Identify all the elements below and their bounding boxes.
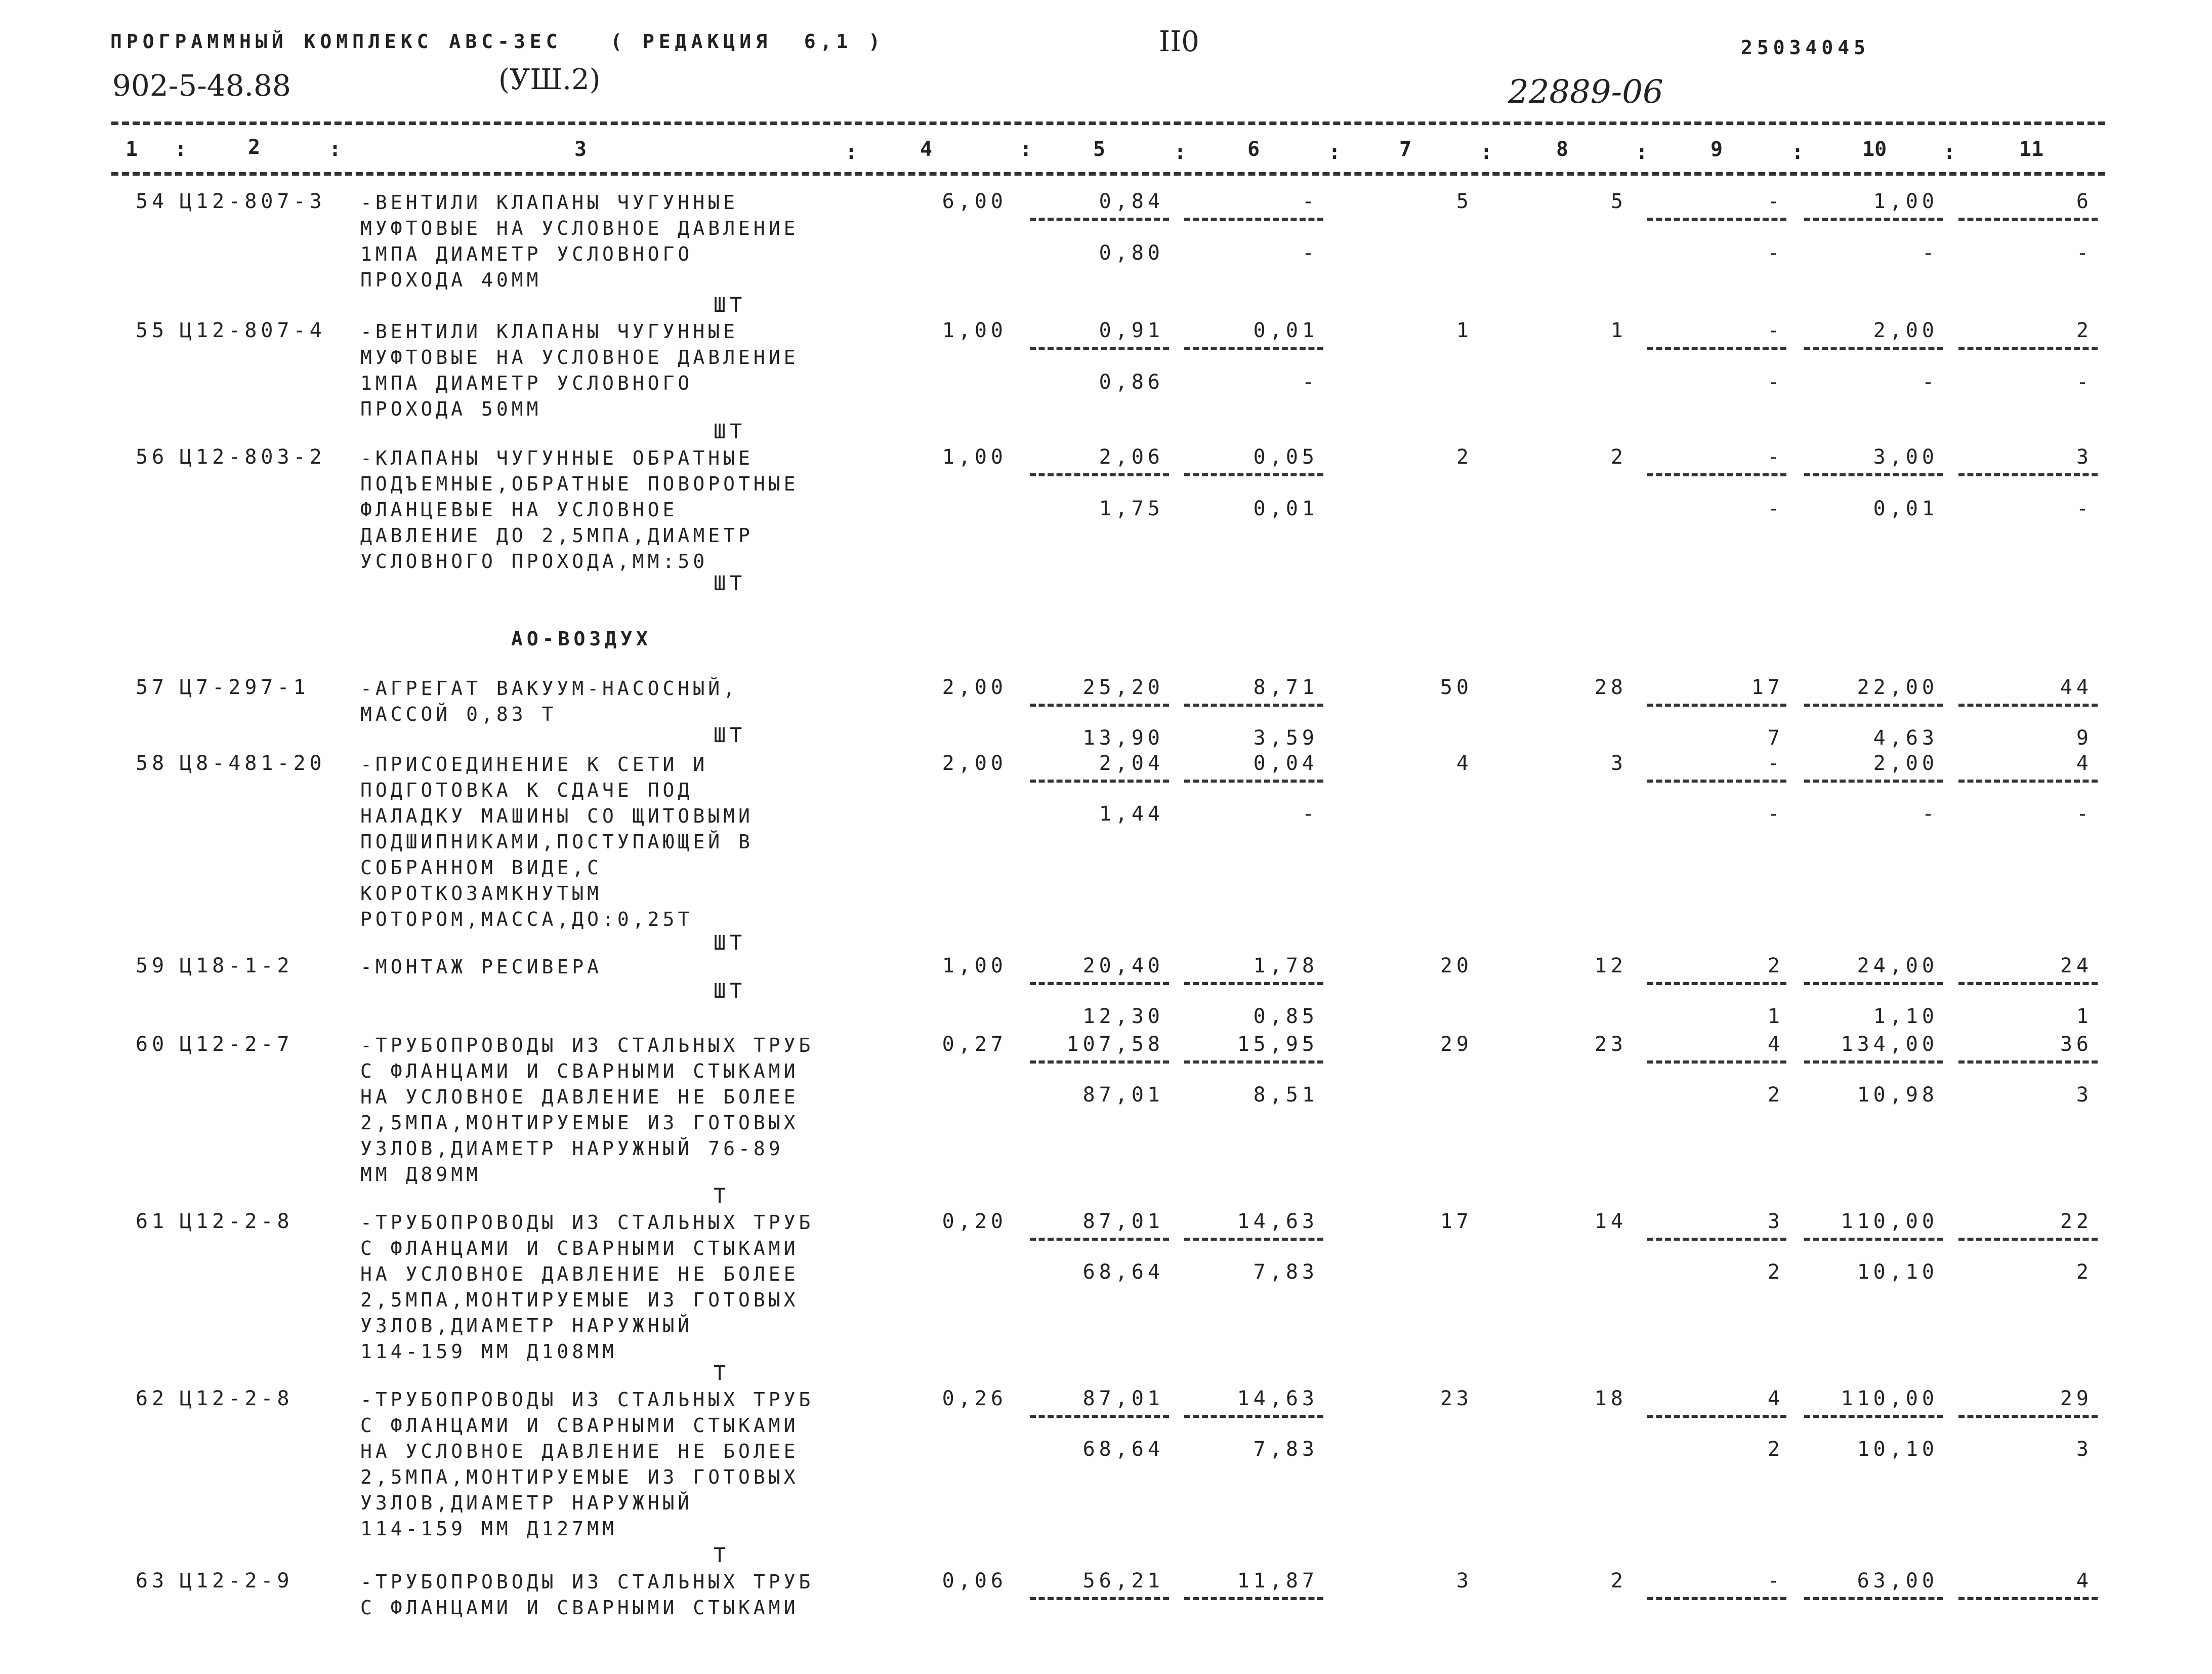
value-c7: 20 [1440,954,1473,977]
value-divider [1804,1415,1943,1418]
value-c5: 2,06 [1099,445,1164,469]
rate-code: Ц12-2-9 [180,1569,294,1593]
value-c4: 0,27 [942,1033,1007,1056]
value-c5: 2,04 [1099,752,1164,775]
value-divider [1184,780,1323,783]
unit-label: ШТ [714,724,746,747]
col-sep: : [1943,141,1956,164]
col-1: 1 [126,138,138,161]
rate-code: Ц12-2-7 [180,1033,294,1056]
value-divider [1647,704,1786,707]
unit-label: ШТ [714,931,746,955]
col-sep: : [1636,141,1648,164]
rate-code: Ц12-2-8 [180,1387,294,1410]
value-c11b: - [2076,371,2093,394]
rate-code: Ц12-807-3 [180,190,326,213]
value-divider [1184,982,1323,985]
value-c6b: - [1302,802,1318,826]
item-description: -ВЕНТИЛИ КЛАПАНЫ ЧУГУННЫЕ МУФТОВЫЕ НА УСЛОВНОЕ ДАВЛЕНИЕ 1МПА ДИАМЕТР УСЛОВНОГО ПРОХОДА 50ММ [360,320,799,420]
value-c11b: 2 [2076,1260,2093,1284]
value-c9b: - [1767,497,1784,520]
value-c6: 0,01 [1253,319,1318,342]
value-c6: 8,71 [1253,676,1318,699]
value-divider [1958,780,2098,783]
value-c9b: - [1767,371,1784,394]
item-description: -ПРИСОЕДИНЕНИЕ К СЕТИ И ПОДГОТОВКА К СДАЧЕ ПОД НАЛАДКУ МАШИНЫ СО ЩИТОВЫМИ ПОДШИПНИКАМИ,ПОСТУПАЮЩЕЙ В СОБРАННОМ ВИДЕ,С КОРОТКОЗАМКНУТЫМ РОТОРОМ,МАССА,ДО:0,25Т [360,753,754,930]
value-c10b: - [1922,802,1938,826]
row-number: 57 [136,676,169,699]
value-c7: 1 [1456,319,1473,342]
value-c4: 0,26 [942,1387,1007,1410]
value-c10b: 4,63 [1873,726,1938,750]
unit-label: Т [714,1362,730,1385]
value-divider [1804,1597,1943,1600]
value-c6: 0,05 [1253,445,1318,469]
value-divider [1184,704,1323,707]
value-c10: 2,00 [1873,752,1938,775]
value-divider [1647,780,1786,783]
value-c11b: 1 [2076,1005,2093,1028]
value-c11b: 3 [2076,1438,2093,1461]
item-description: -ТРУБОПРОВОДЫ ИЗ СТАЛЬНЫХ ТРУБ С ФЛАНЦАМИ И СВАРНЫМИ СТЫКАМИ НА УСЛОВНОЕ ДАВЛЕНИЕ НЕ БОЛЕЕ 2,5МПА,МОНТИРУЕМЫЕ ИЗ ГОТОВЫХ УЗЛОВ,ДИАМЕТР НАРУЖНЫЙ 114-159 ММ Д108ММ [360,1211,814,1363]
value-c8: 3 [1610,752,1627,775]
value-c9: 2 [1767,954,1784,977]
section-label: (УШ.2) [498,63,601,96]
value-c7: 23 [1440,1387,1473,1410]
value-c9: - [1767,752,1784,775]
value-divider [1184,347,1323,350]
value-divider [1184,218,1323,221]
value-c6b: - [1302,241,1318,265]
value-divider [1958,982,2098,985]
value-c9b: - [1767,241,1784,265]
col-4: 4 [920,138,933,161]
value-c11: 4 [2076,1569,2093,1593]
value-c5: 56,21 [1082,1569,1164,1593]
rate-code: Ц7-297-1 [180,676,310,699]
value-divider [1184,1238,1323,1241]
value-c4: 0,06 [942,1569,1007,1593]
item-description: -КЛАПАНЫ ЧУГУННЫЕ ОБРАТНЫЕ ПОДЪЕМНЫЕ,ОБРАТНЫЕ ПОВОРОТНЫЕ ФЛАНЦЕВЫЕ НА УСЛОВНОЕ ДАВЛЕНИЕ ДО 2,5МПА,ДИАМЕТР УСЛОВНОГО ПРОХОДА,ММ:50 [360,447,799,573]
value-c11: 29 [2060,1387,2093,1410]
rate-code: Ц12-803-2 [180,445,326,469]
value-divider [1958,1060,2098,1064]
value-c5b: 1,44 [1099,802,1164,826]
value-c9: - [1767,190,1784,213]
value-divider [1647,1415,1786,1418]
value-c7: 50 [1440,676,1473,699]
col-5: 5 [1093,138,1106,161]
value-divider [1804,982,1943,985]
value-divider [1647,218,1786,221]
col-sep: : [1174,141,1187,164]
unit-label: ШТ [714,572,746,595]
value-divider [1184,1060,1323,1064]
col-10: 10 [1862,138,1887,161]
value-divider [1030,704,1169,707]
value-c10: 1,00 [1873,190,1938,213]
value-divider [1030,473,1169,476]
row-number: 55 [136,319,169,342]
value-c11b: - [2076,802,2093,826]
value-c8: 5 [1610,190,1627,213]
value-c11b: 9 [2076,726,2093,750]
value-c10: 3,00 [1873,445,1938,469]
row-number: 56 [136,445,169,469]
value-divider [1030,218,1169,221]
unit-label: ШТ [714,294,746,317]
value-c6b: 7,83 [1253,1438,1318,1461]
value-divider [1804,1238,1943,1241]
value-c8: 14 [1594,1210,1627,1233]
value-c7: 3 [1456,1569,1473,1593]
value-c8: 12 [1594,954,1627,977]
value-c5b: 68,64 [1082,1438,1164,1461]
value-c7: 2 [1456,445,1473,469]
value-c5b: 0,86 [1099,371,1164,394]
value-c7: 4 [1456,752,1473,775]
value-c5: 25,20 [1082,676,1164,699]
value-divider [1958,704,2098,707]
value-c4: 1,00 [942,319,1007,342]
value-c4: 2,00 [942,752,1007,775]
value-c5: 20,40 [1082,954,1164,977]
value-c9b: 2 [1767,1260,1784,1284]
col-9: 9 [1710,138,1723,161]
value-c8: 18 [1594,1387,1627,1410]
col-8: 8 [1556,138,1569,161]
value-c11: 4 [2076,752,2093,775]
col-6: 6 [1247,138,1260,161]
page-number: II0 [1159,25,1199,58]
row-number: 63 [136,1569,169,1593]
value-divider [1804,704,1943,707]
value-c6: 14,63 [1237,1387,1318,1410]
handwritten-stamp: 22889-06 [1508,73,1663,111]
value-c9: 17 [1751,676,1784,699]
value-c9: - [1767,445,1784,469]
value-c6b: - [1302,371,1318,394]
value-c9: 4 [1767,1387,1784,1410]
unit-label: ШТ [714,979,746,1003]
value-divider [1958,347,2098,350]
row-number: 61 [136,1210,169,1233]
value-c6: 14,63 [1237,1210,1318,1233]
value-c10: 110,00 [1841,1210,1938,1233]
col-2: 2 [248,136,261,159]
col-sep: : [1480,141,1493,164]
value-c11: 6 [2076,190,2093,213]
value-divider [1647,473,1786,476]
col-7: 7 [1399,138,1412,161]
value-c8: 2 [1610,445,1627,469]
value-c11: 3 [2076,445,2093,469]
value-divider [1958,1238,2098,1241]
section-heading: АО-ВОЗДУХ [511,628,652,650]
value-c7: 17 [1440,1210,1473,1233]
value-c9b: - [1767,802,1784,826]
value-divider [1184,1597,1323,1600]
value-divider [1958,1415,2098,1418]
header-rule-top [111,121,2105,125]
col-sep: : [175,138,187,161]
value-divider [1030,1415,1169,1418]
value-c9: - [1767,319,1784,342]
row-number: 60 [136,1033,169,1056]
value-c7: 5 [1456,190,1473,213]
rate-code: Ц18-1-2 [180,954,294,977]
value-divider [1647,1238,1786,1241]
value-c8: 2 [1610,1569,1627,1593]
value-c6b: 8,51 [1253,1083,1318,1107]
value-c6b: 0,85 [1253,1005,1318,1028]
value-c4: 1,00 [942,445,1007,469]
value-c5: 107,58 [1066,1033,1164,1056]
col-sep: : [1328,141,1341,164]
item-description: -ТРУБОПРОВОДЫ ИЗ СТАЛЬНЫХ ТРУБ С ФЛАНЦАМИ И СВАРНЫМИ СТЫКАМИ [360,1571,814,1619]
item-description: -МОНТАЖ РЕСИВЕРА [360,956,603,978]
value-c5: 87,01 [1082,1387,1164,1410]
value-c6b: 7,83 [1253,1260,1318,1284]
value-c10b: 10,98 [1857,1083,1938,1107]
value-c4: 6,00 [942,190,1007,213]
program-header: ПРОГРАММНЫЙ КОМПЛЕКС АВС-3ЕС ( РЕДАКЦИЯ 6,1 ) [110,30,885,53]
value-c8: 1 [1610,319,1627,342]
value-divider [1030,1238,1169,1241]
col-11: 11 [2019,138,2044,161]
value-c9: - [1767,1569,1784,1593]
value-c5b: 13,90 [1082,726,1164,750]
value-c10b: 10,10 [1857,1438,1938,1461]
value-c5b: 0,80 [1099,241,1164,265]
value-divider [1804,1060,1943,1064]
header-rule-bottom [111,172,2105,176]
item-description: -ТРУБОПРОВОДЫ ИЗ СТАЛЬНЫХ ТРУБ С ФЛАНЦАМИ И СВАРНЫМИ СТЫКАМИ НА УСЛОВНОЕ ДАВЛЕНИЕ НЕ БОЛЕЕ 2,5МПА,МОНТИРУЕМЫЕ ИЗ ГОТОВЫХ УЗЛОВ,ДИАМЕТР НАРУЖНЫЙ 76-89 ММ Д89ММ [360,1034,814,1186]
value-divider [1647,1060,1786,1064]
value-divider [1804,473,1943,476]
value-divider [1958,218,2098,221]
value-c11: 44 [2060,676,2093,699]
value-c10b: - [1922,241,1938,265]
row-number: 62 [136,1387,169,1410]
rate-code: Ц12-807-4 [180,319,326,342]
value-c11: 22 [2060,1210,2093,1233]
value-c10b: 10,10 [1857,1260,1938,1284]
value-c5b: 12,30 [1082,1005,1164,1028]
value-c4: 1,00 [942,954,1007,977]
value-divider [1958,1597,2098,1600]
unit-label: Т [714,1185,730,1208]
value-c10: 63,00 [1857,1569,1938,1593]
value-c11b: - [2076,497,2093,520]
value-divider [1184,473,1323,476]
document-code: 25034045 [1741,36,1870,59]
item-description: -АГРЕГАТ ВАКУУМ-НАСОСНЫЙ, МАССОЙ 0,83 Т [360,677,738,725]
value-c8: 23 [1594,1033,1627,1056]
value-c10: 2,00 [1873,319,1938,342]
value-c6: 0,04 [1253,752,1318,775]
value-c9: 3 [1767,1210,1784,1233]
rate-code: Ц8-481-20 [180,752,326,775]
value-c5b: 1,75 [1099,497,1164,520]
value-c6: 15,95 [1237,1033,1318,1056]
value-divider [1647,982,1786,985]
row-number: 59 [136,954,169,977]
value-divider [1030,347,1169,350]
value-c4: 2,00 [942,676,1007,699]
value-c9b: 1 [1767,1005,1784,1028]
value-c11b: 3 [2076,1083,2093,1107]
col-sep: : [1791,141,1804,164]
value-c10: 134,00 [1841,1033,1938,1056]
value-c11: 2 [2076,319,2093,342]
value-c9b: 2 [1767,1438,1784,1461]
value-c5b: 87,01 [1082,1083,1164,1107]
value-c10: 110,00 [1841,1387,1938,1410]
unit-label: Т [714,1544,730,1567]
value-c6b: 0,01 [1253,497,1318,520]
value-divider [1647,347,1786,350]
value-c6: - [1302,190,1318,213]
value-c5b: 68,64 [1082,1260,1164,1284]
col-sep: : [1020,138,1032,161]
value-divider [1030,1060,1169,1064]
value-c10: 22,00 [1857,676,1938,699]
value-divider [1030,982,1169,985]
value-c10: 24,00 [1857,954,1938,977]
project-number: 902-5-48.88 [112,68,291,103]
value-divider [1804,780,1943,783]
value-c9b: 7 [1767,726,1784,750]
unit-label: ШТ [714,420,746,443]
value-c11b: - [2076,241,2093,265]
value-c11: 36 [2060,1033,2093,1056]
value-divider [1804,347,1943,350]
value-c10b: 1,10 [1873,1005,1938,1028]
value-c8: 28 [1594,676,1627,699]
item-description: -ТРУБОПРОВОДЫ ИЗ СТАЛЬНЫХ ТРУБ С ФЛАНЦАМИ И СВАРНЫМИ СТЫКАМИ НА УСЛОВНОЕ ДАВЛЕНИЕ НЕ БОЛЕЕ 2,5МПА,МОНТИРУЕМЫЕ ИЗ ГОТОВЫХ УЗЛОВ,ДИАМЕТР НАРУЖНЫЙ 114-159 ММ Д127ММ [360,1389,814,1540]
value-divider [1030,1597,1169,1600]
value-c7: 29 [1440,1033,1473,1056]
value-c6: 1,78 [1253,954,1318,977]
value-divider [1804,218,1943,221]
col-sep: : [329,138,342,161]
col-3: 3 [574,138,587,161]
value-divider [1647,1597,1786,1600]
value-c6: 11,87 [1237,1569,1318,1593]
value-c11: 24 [2060,954,2093,977]
value-c9b: 2 [1767,1083,1784,1107]
value-c4: 0,20 [942,1210,1007,1233]
row-number: 58 [136,752,169,775]
value-divider [1958,473,2098,476]
value-divider [1030,780,1169,783]
value-c6b: 3,59 [1253,726,1318,750]
value-c5: 87,01 [1082,1210,1164,1233]
value-c10b: - [1922,371,1938,394]
rate-code: Ц12-2-8 [180,1210,294,1233]
value-c9: 4 [1767,1033,1784,1056]
value-c10b: 0,01 [1873,497,1938,520]
value-divider [1184,1415,1323,1418]
item-description: -ВЕНТИЛИ КЛАПАНЫ ЧУГУННЫЕ МУФТОВЫЕ НА УСЛОВНОЕ ДАВЛЕНИЕ 1МПА ДИАМЕТР УСЛОВНОГО ПРОХОДА 40ММ [360,191,799,291]
row-number: 54 [136,190,169,213]
col-sep: : [845,141,858,164]
value-c5: 0,84 [1099,190,1164,213]
value-c5: 0,91 [1099,319,1164,342]
